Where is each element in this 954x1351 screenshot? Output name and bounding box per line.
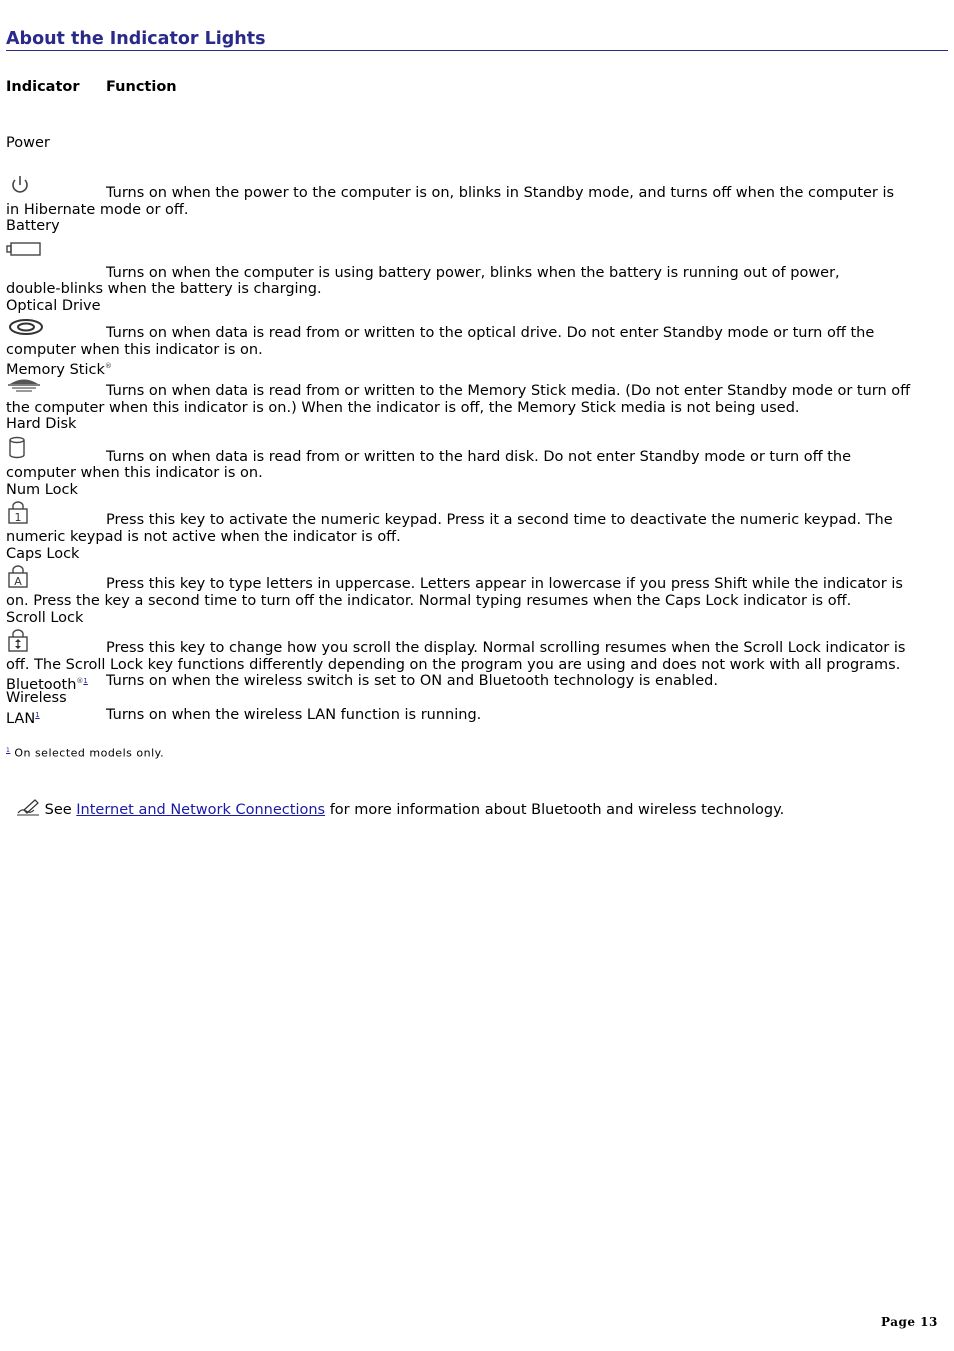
power-icon bbox=[8, 174, 32, 196]
indicator-desc-2: numeric keypad is not active when the indicator is off. bbox=[6, 529, 401, 545]
indicator-desc-2: off. The Scroll Lock key functions differently depending on the program you are using and does not work with all programs. bbox=[6, 657, 901, 673]
page-number: Page 13 bbox=[881, 1315, 938, 1329]
indicator-label: Caps Lock bbox=[6, 546, 80, 562]
footnote-text: On selected models only. bbox=[14, 746, 165, 760]
indicator-label-line1: Wireless bbox=[6, 690, 67, 706]
caps-lock-icon bbox=[7, 565, 29, 589]
row-memory-stick bbox=[6, 358, 948, 416]
row-battery bbox=[6, 218, 948, 297]
footnote-link[interactable]: 1 bbox=[35, 711, 40, 719]
row-power bbox=[6, 135, 948, 152]
svg-text:1: 1 bbox=[14, 511, 22, 524]
hard-disk-icon bbox=[7, 436, 29, 460]
indicator-label: Hard Disk bbox=[6, 416, 77, 432]
indicator-label: Num Lock bbox=[6, 482, 78, 498]
indicator-label: Bluetooth bbox=[6, 676, 77, 693]
indicator-label-line2: LAN bbox=[6, 710, 36, 727]
page-title: About the Indicator Lights bbox=[6, 29, 948, 51]
registered-mark: ® bbox=[76, 677, 84, 685]
note bbox=[16, 798, 784, 819]
row-wireless-lan bbox=[6, 690, 948, 728]
registered-mark: ® bbox=[104, 362, 112, 370]
indicator-desc-2: computer when this indicator is on. bbox=[6, 465, 263, 481]
indicator-desc-1: Turns on when data is read from or written to the Memory Stick media. (Do not enter Standby mode or turn off bbox=[106, 383, 911, 399]
row-optical-drive bbox=[6, 298, 948, 358]
indicator-desc-1: Turns on when data is read from or written to the optical drive. Do not enter Standby mode or turn off the bbox=[106, 325, 875, 341]
indicator-label: Optical Drive bbox=[6, 298, 101, 314]
footnote bbox=[6, 742, 164, 762]
note-suffix: for more information about Bluetooth and wireless technology. bbox=[325, 802, 785, 818]
indicator-desc-2: double-blinks when the battery is charging. bbox=[6, 281, 322, 297]
header-indicator: Indicator bbox=[6, 79, 80, 95]
indicator-desc-1: Turns on when the power to the computer is on, blinks in Standby mode, and turns off when the computer is bbox=[106, 185, 895, 201]
row-caps-lock bbox=[6, 546, 948, 609]
row-num-lock bbox=[6, 482, 948, 545]
memory-stick-icon bbox=[6, 377, 42, 393]
indicator-desc: Turns on when the wireless LAN function is running. bbox=[106, 707, 482, 723]
battery-icon bbox=[6, 240, 42, 258]
indicator-label: Power bbox=[6, 135, 50, 151]
header-function: Function bbox=[106, 79, 177, 95]
footnote-marker[interactable]: 1 bbox=[6, 747, 11, 754]
optical-disc-icon bbox=[8, 318, 44, 336]
indicator-desc-2: computer when this indicator is on. bbox=[6, 342, 263, 358]
indicator-label: Memory Stick bbox=[6, 361, 105, 378]
row-scroll-lock bbox=[6, 610, 948, 673]
indicator-desc-1: Turns on when the computer is using battery power, blinks when the battery is running out of power, bbox=[106, 265, 840, 281]
indicator-label-wrap bbox=[6, 358, 948, 379]
indicator-desc-1: Press this key to change how you scroll the display. Normal scrolling resumes when the Scroll Lock indicator is bbox=[106, 640, 906, 656]
scroll-lock-icon bbox=[7, 629, 29, 653]
indicator-desc-1: Turns on when data is read from or written to the hard disk. Do not enter Standby mode or turn off the bbox=[106, 449, 852, 465]
indicator-desc: Turns on when the wireless switch is set to ON and Bluetooth technology is enabled. bbox=[106, 673, 718, 689]
row-hard-disk bbox=[6, 416, 948, 481]
indicator-label: Battery bbox=[6, 218, 60, 234]
internet-network-link[interactable]: Internet and Network Connections bbox=[76, 802, 326, 818]
table-header bbox=[6, 79, 177, 96]
indicator-desc-1: Press this key to type letters in uppercase. Letters appear in lowercase if you press Shift while the indicator is bbox=[106, 576, 903, 592]
indicator-desc-2: the computer when this indicator is on.) When the indicator is off, the Memory Stick media is not being used. bbox=[6, 400, 800, 416]
note-prefix: See bbox=[44, 802, 77, 818]
footnote-link[interactable]: 1 bbox=[83, 677, 88, 685]
indicator-label: Scroll Lock bbox=[6, 610, 84, 626]
indicator-desc-2: on. Press the key a second time to turn off the indicator. Normal typing resumes when the Caps Lock indicator is off. bbox=[6, 593, 852, 609]
indicator-desc-2: in Hibernate mode or off. bbox=[6, 202, 189, 218]
svg-text:A: A bbox=[14, 575, 22, 588]
indicator-desc-1: Press this key to activate the numeric keypad. Press it a second time to deactivate the numeric keypad. The bbox=[106, 512, 893, 528]
num-lock-icon bbox=[7, 501, 29, 525]
pencil-note-icon bbox=[16, 798, 40, 816]
